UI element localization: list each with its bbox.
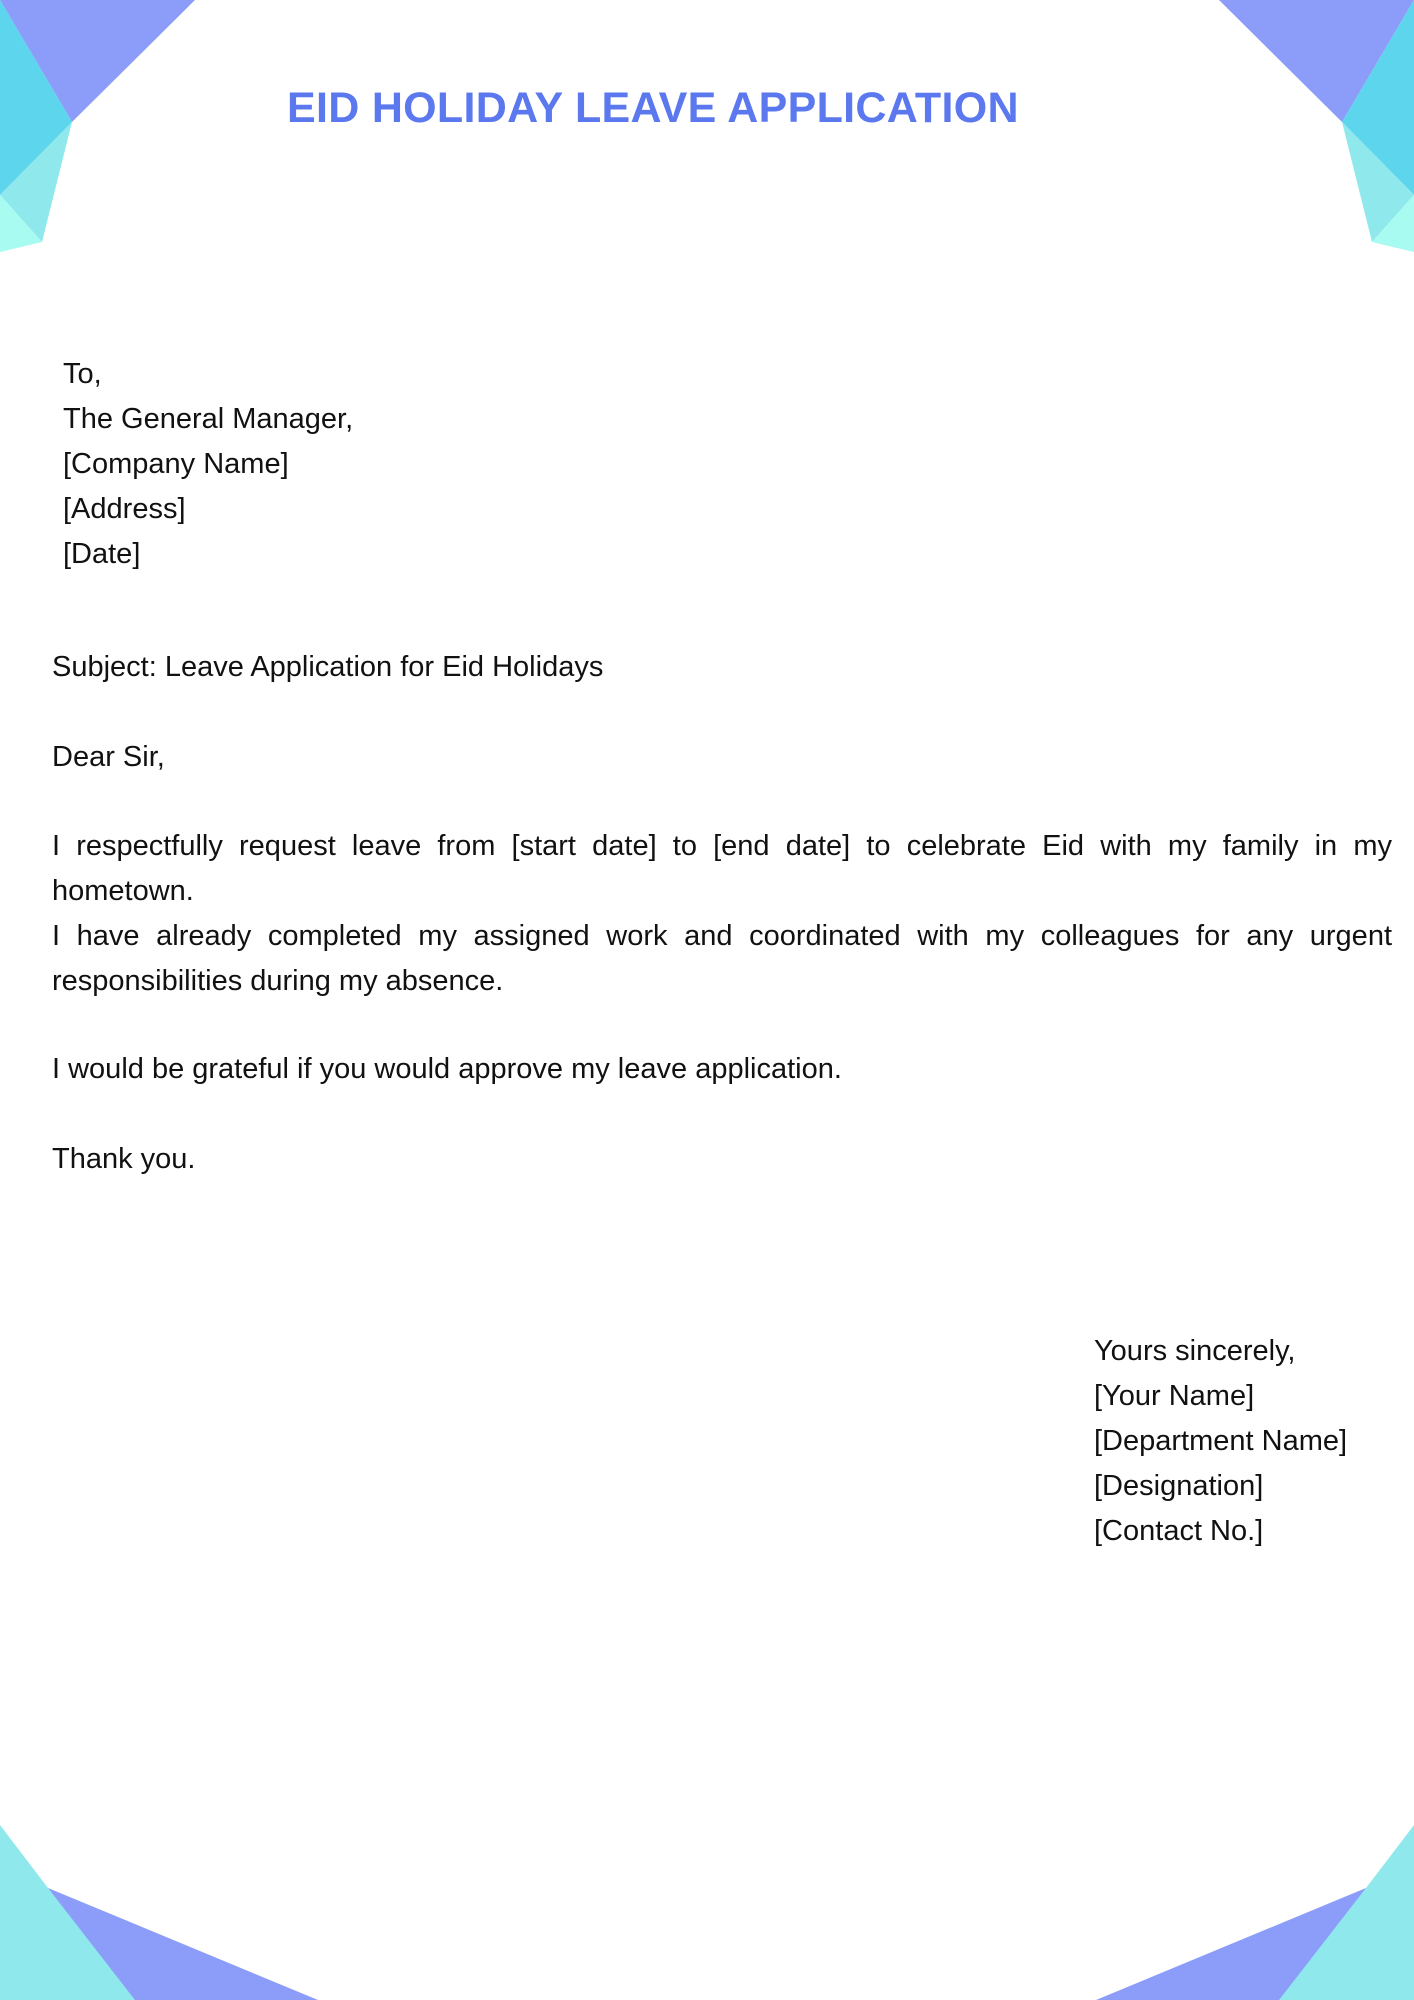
top-right-indigo-triangle [1219,0,1414,122]
body-paragraph-request [52,824,1392,1004]
top-left-pale-shape [0,195,42,252]
top-left-corner-decoration [0,0,195,252]
signature-closing: Yours sincerely, [1094,1335,1296,1367]
bottom-right-indigo-triangle [1096,1888,1366,2000]
top-left-light-shape [0,122,72,242]
signature-designation: [Designation] [1094,1470,1264,1502]
top-right-corner-decoration [1219,0,1414,252]
signature-contact: [Contact No.] [1094,1515,1264,1547]
subject-line: Subject: Leave Application for Eid Holidays [52,651,604,683]
top-right-cyan-shape [1342,0,1414,195]
body-paragraph-thanks: Thank you. [52,1143,196,1175]
bottom-right-light-shape [1279,1825,1414,2000]
bottom-left-indigo-triangle [48,1888,318,2000]
signature-name: [Your Name] [1094,1380,1255,1412]
body-paragraph-handover-text: I have already completed my assigned work and coordinated with my colleagues for any urgent responsibilities during my absence. [52,920,1392,997]
recipient-date-line: [Date] [63,538,141,570]
bottom-right-corner-decoration [1096,1825,1414,2000]
signature-block [1094,1329,1347,1554]
document-title: EID HOLIDAY LEAVE APPLICATION [287,84,1019,132]
salutation: Dear Sir, [52,741,165,773]
recipient-address-line: [Address] [63,493,186,525]
top-left-cyan-shape [0,0,72,195]
top-right-pale-shape [1372,195,1414,252]
bottom-left-light-shape [0,1825,135,2000]
recipient-address-block [63,352,353,577]
top-right-light-shape [1342,122,1414,242]
body-paragraph-approval: I would be grateful if you would approve my leave application. [52,1053,842,1085]
recipient-to-line: To, [63,358,102,390]
recipient-title-line: The General Manager, [63,403,354,435]
bottom-left-corner-decoration [0,1825,318,2000]
body-paragraph-request-text: I respectfully request leave from [start date] to [end date] to celebrate Eid with my family in my hometown. [52,830,1392,907]
top-left-indigo-triangle [0,0,195,122]
signature-department: [Department Name] [1094,1425,1348,1457]
recipient-company-line: [Company Name] [63,448,289,480]
